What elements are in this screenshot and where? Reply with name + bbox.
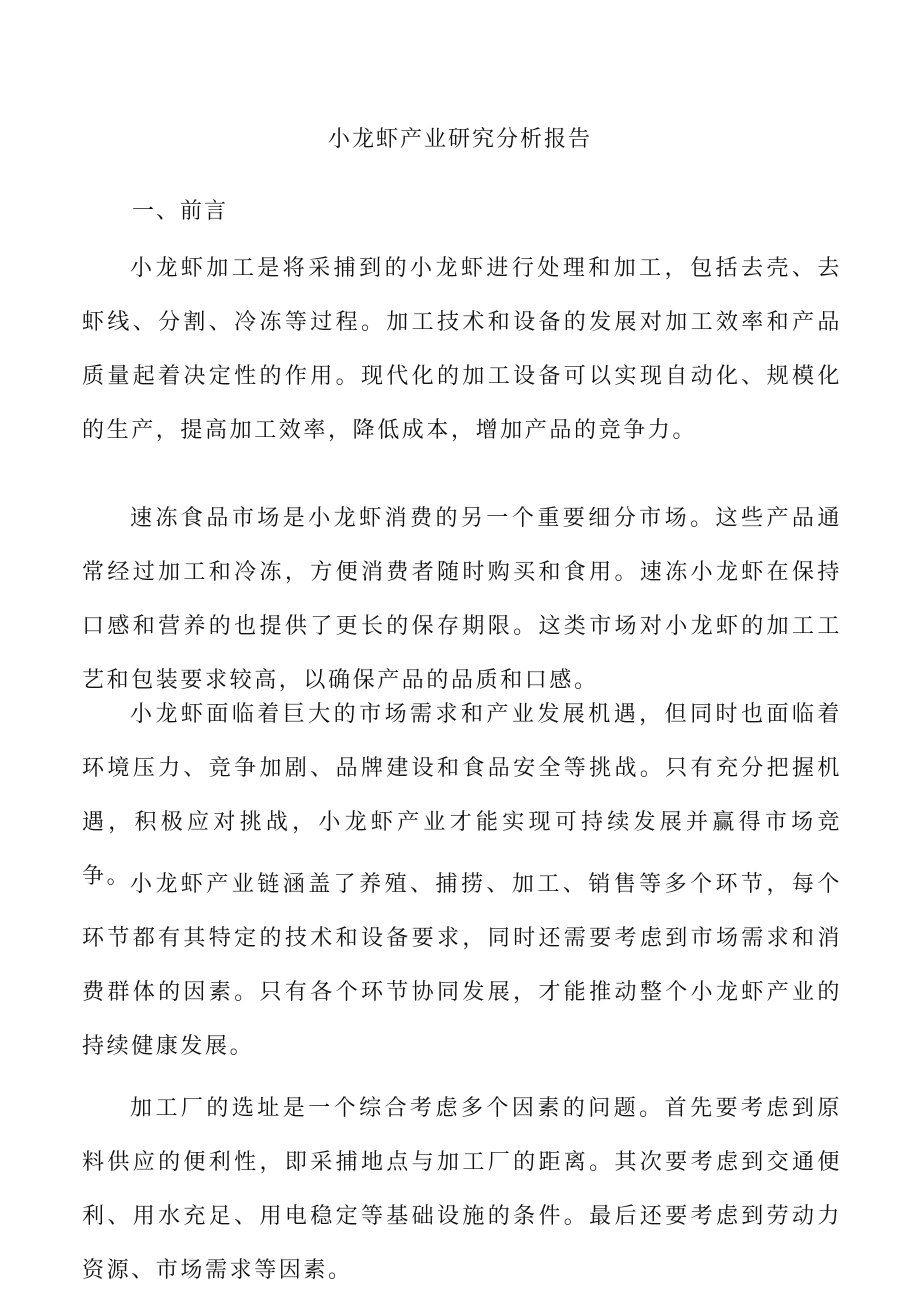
paragraph-4: 小龙虾产业链涵盖了养殖、捕捞、加工、销售等多个环节，每个环节都有其特定的技术和设备要求，同时还需要考虑到市场需求和消费群体的因素。只有各个环节协同发展，才能推动整个小龙虾产业的持续健康发展。 [82, 872, 842, 1059]
paragraph-3: 小龙虾面临着巨大的市场需求和产业发展机遇，但同时也面临着环境压力、竞争加剧、品牌建设和食品安全等挑战。只有充分把握机遇，积极应对挑战，小龙虾产业才能实现可持续发展并赢得市场竞争。 [82, 702, 842, 889]
document-title: 小龙虾产业研究分析报告 [327, 127, 592, 152]
paragraph-5: 加工厂的选址是一个综合考虑多个因素的问题。首先要考虑到原料供应的便利性，即采捕地点与加工厂的距离。其次要考虑到交通便利、用水充足、用电稳定等基础设施的条件。最后还要考虑到劳动力资源、市场需求等因素。 [82, 1096, 842, 1283]
paragraph-2: 速冻食品市场是小龙虾消费的另一个重要细分市场。这些产品通常经过加工和冷冻，方便消费者随时购买和食用。速冻小龙虾在保持口感和营养的也提供了更长的保存期限。这类市场对小龙虾的加工工艺和包装要求较高，以确保产品的品质和口感。 [82, 506, 842, 693]
section-heading: 一、前言 [132, 199, 229, 224]
paragraph-1: 小龙虾加工是将采捕到的小龙虾进行处理和加工，包括去壳、去虾线、分割、冷冻等过程。加工技术和设备的发展对加工效率和产品质量起着决定性的作用。现代化的加工设备可以实现自动化、规模化的生产，提高加工效率，降低成本，增加产品的竞争力。 [82, 256, 842, 443]
